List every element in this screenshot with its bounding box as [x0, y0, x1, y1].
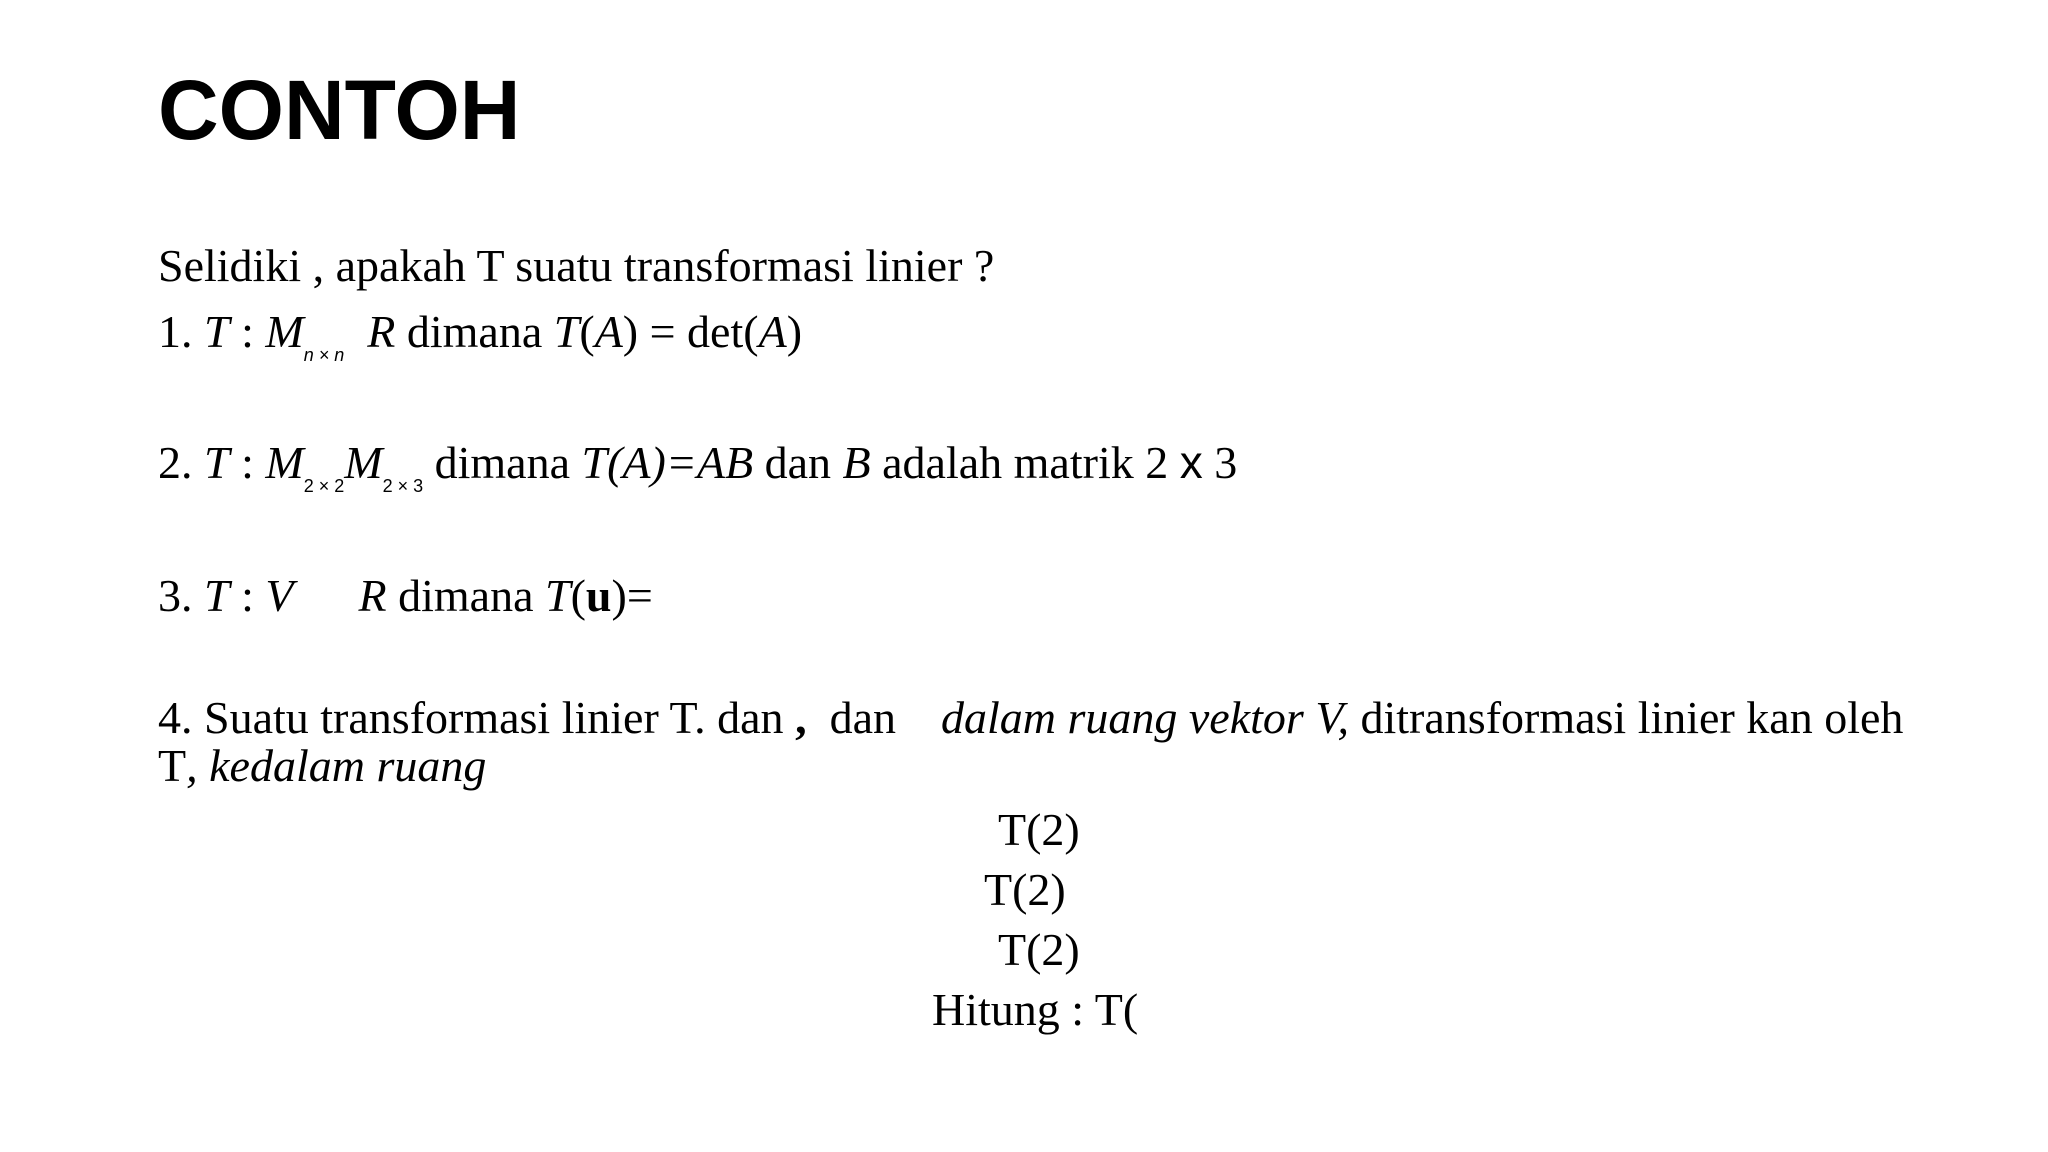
item-2-T: T: [204, 437, 230, 488]
item-1-T2: T: [553, 306, 580, 357]
item-2-colon: :: [241, 437, 254, 488]
item-1-A: A: [594, 306, 623, 357]
item-4-text-c: dalam ruang vektor V,: [940, 692, 1349, 743]
item-2-B: B: [842, 437, 871, 488]
item-1-det: ) = det(: [622, 306, 759, 357]
item-1-R: R: [367, 306, 396, 357]
item-3-T: T: [204, 570, 230, 621]
item-4-text-e: T: [158, 740, 187, 791]
item-3-close: )=: [611, 570, 653, 621]
item-3-u: u: [585, 570, 612, 621]
result-3: T(2): [998, 924, 1080, 975]
result-2: T(2): [984, 864, 1066, 915]
item-2-x: x: [1179, 436, 1203, 488]
result-1: T(2): [998, 804, 1080, 855]
item-1-M: M: [265, 306, 304, 357]
hitung-line: Hitung : T(: [932, 984, 1139, 1035]
item-1-dimana: dimana: [406, 306, 543, 357]
item-2: [158, 436, 1237, 498]
item-1-A2: A: [758, 306, 787, 357]
item-4-text-b: dan: [829, 692, 896, 743]
item-1-subscript: n × n: [303, 345, 345, 365]
item-1-T: T: [204, 306, 230, 357]
item-2-M1: M: [265, 437, 304, 488]
item-4-comma: ,: [795, 692, 807, 743]
slide-title: CONTOH: [158, 63, 521, 157]
item-1-colon: :: [241, 306, 254, 357]
item-3-T2: T: [545, 570, 571, 621]
item-4-text-f: , kedalam ruang: [186, 740, 487, 791]
item-1-end: ): [786, 306, 803, 357]
item-1-open: (: [579, 306, 595, 357]
item-3-colon: :: [241, 570, 254, 621]
item-3-R: R: [358, 570, 387, 621]
question-text: Selidiki , apakah T suatu transformasi linier ?: [158, 240, 995, 291]
item-3-V: V: [265, 570, 294, 621]
item-2-M2: M: [344, 437, 383, 488]
item-2-expr: T(A)=AB: [581, 437, 754, 488]
item-4-text-a: 4. Suatu transformasi linier T. dan: [158, 692, 784, 743]
item-3-open: (: [570, 570, 586, 621]
item-3-number: 3.: [158, 570, 193, 621]
item-2-subscript-1: 2 × 2: [303, 476, 345, 496]
item-2-subscript-2: 2 × 3: [382, 476, 424, 496]
item-4-line-2: [158, 740, 486, 792]
item-1-number: 1.: [158, 306, 193, 357]
item-4-line-1: [158, 692, 1903, 744]
item-2-three: 3: [1214, 437, 1238, 488]
item-1: [158, 306, 802, 367]
item-3: [158, 570, 653, 622]
item-2-dimana: dimana: [434, 437, 571, 488]
item-2-dan: dan: [764, 437, 832, 488]
item-2-number: 2.: [158, 437, 193, 488]
item-2-tail: adalah matrik 2: [882, 437, 1169, 488]
item-3-dimana: dimana: [398, 570, 534, 621]
item-4-text-d: ditransformasi linier kan oleh: [1360, 692, 1904, 743]
question-line: [158, 240, 994, 292]
